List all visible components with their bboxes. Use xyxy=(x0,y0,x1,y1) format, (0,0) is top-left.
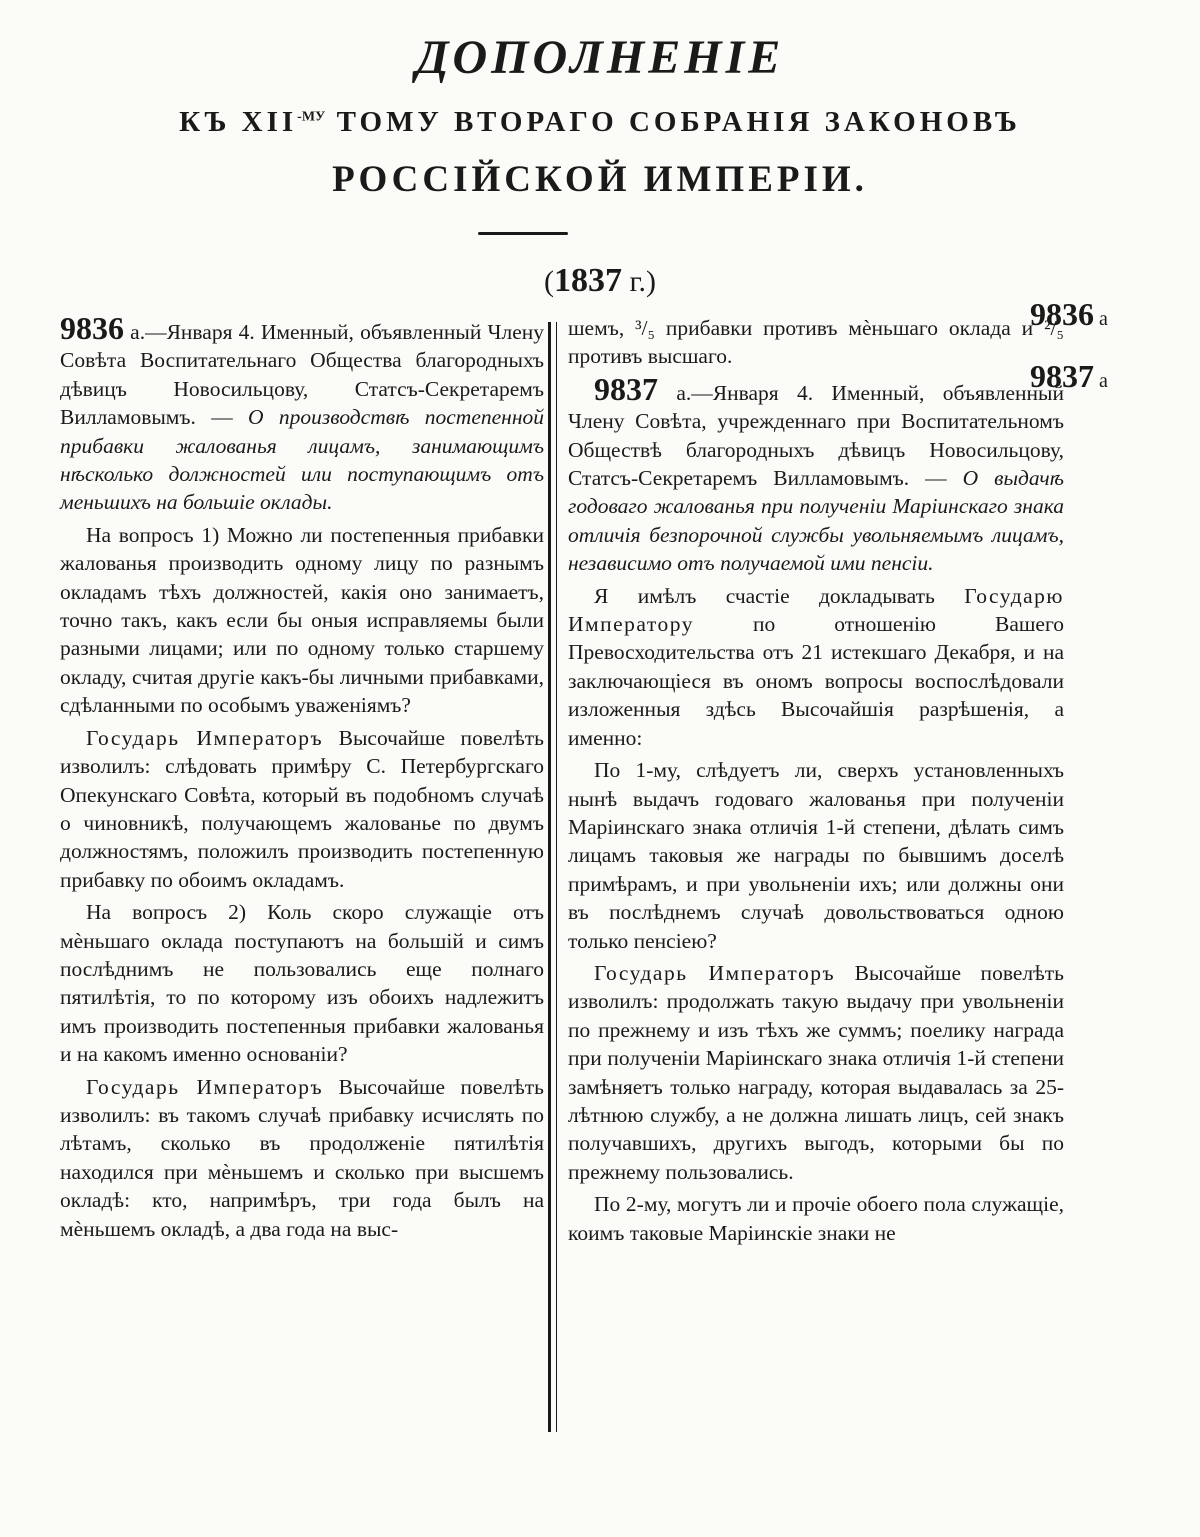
paragraph-text: по отношенію Вашего Превосходительства отъ 21 истекшаго Декабря, и на заключающіеся въ ономъ вопросы воспослѣдовали изложенныя здѣсь Высочайшія разрѣшенія, а именно: xyxy=(568,612,1064,750)
entry-heading: а.—Января 4. Именный, объявленный Члену Совѣта, учрежденнаго при Воспитательномъ Обществѣ благородныхъ дѣвицъ Новосильцову, Статсъ-Секретаремъ Вилламовымъ. — xyxy=(568,380,1064,491)
document-title: ДОПОЛНЕНІЕ xyxy=(415,31,785,84)
column-divider-thin xyxy=(556,322,557,1432)
margin-suffix: а xyxy=(1094,308,1108,330)
paragraph: На вопросъ 1) Можно ли постепенныя прибавки жалованья производить одному лицу по разнымъ окладамъ тѣхъ должностей, какія оно занимаетъ, точно такъ, какъ если бы оныя исправляемы были разными лицами; или по одному только старшему окладу, считая другіе какъ-бы личными прибавками, сдѣланными по особымъ уваженіямъ? xyxy=(60,522,544,718)
paragraph: На вопросъ 2) Коль скоро служащіе отъ мѐньшаго оклада поступаютъ на большій и симъ послѣднимъ не пользовались еще полнаго пятилѣтія, то по которому изъ обоихъ надлежитъ имъ производить постепенныя прибавки жалованья и на какомъ именно основаніи? xyxy=(60,900,544,1067)
margin-entry-number xyxy=(1030,358,1108,395)
year-open: ( xyxy=(544,265,555,298)
paragraph-text: Я имѣлъ счастіе докладывать xyxy=(594,583,965,608)
paragraph-continuation: шемъ, ³/₅ прибавки противъ мѐньшаго оклада и ²/₅ противъ высшаго. xyxy=(568,316,1064,369)
emperor-name: Государь Императоръ xyxy=(86,1074,324,1099)
year-value: 1837 xyxy=(554,262,623,299)
entry-9836-header xyxy=(60,310,544,517)
subtitle-sup: -МУ xyxy=(297,109,326,125)
paragraph: По 1-му, слѣдуетъ ли, сверхъ установленныхъ нынѣ выдачъ годоваго жалованья при полученіи Маріинскаго знака отличія 1-й степени, дѣлать симъ лицамъ таковыя же награды по бывшимъ доселѣ примѣрамъ, и при увольненіи ихъ; или должны они въ послѣднемъ случаѣ довольствоваться одною только пенсіею? xyxy=(568,758,1064,953)
entry-title: О выдачѣ годоваго жалованья при полученіи Маріинскаго знака отличія безпорочной службы увольняемымъ лицамъ, независимо отъ получаемой ими пенсіи. xyxy=(568,466,1064,576)
subtitle-post: ТОМУ ВТОРАГО СОБРАНІЯ ЗАКОНОВЪ xyxy=(325,106,1021,138)
document-subtitle-2: РОССІЙСКОЙ ИМПЕРІИ. xyxy=(332,159,868,200)
entry-number: 9837 xyxy=(594,370,658,407)
paragraph-text: Высочайше повелѣть изволилъ: слѣдовать примѣру С. Петербургскаго Опекунскаго Совѣта, который въ подобномъ случаѣ о чиновникѣ, получающемъ жалованье по двумъ должностямъ, положилъ производить постепенную прибавку по обоимъ окладамъ. xyxy=(60,725,544,892)
year-heading xyxy=(0,262,1200,300)
subtitle-pre: КЪ XII xyxy=(179,106,298,138)
paragraph-text: Высочайше повелѣть изволилъ: продолжать такую выдачу при увольненіи по прежнему и изъ тѣхъ же суммъ; поелику награда при полученіи Маріинскаго знака отличія 1-й степени замѣняетъ только награду, которая выдавалась за 25-лѣтнюю службу, а не должна лишать лицъ, сей знакъ получавшихъ, другихъ выгодъ, которыми бы по прежнему пользовались. xyxy=(568,960,1064,1184)
paragraph xyxy=(568,582,1064,752)
paragraph-text: Высочайше повелѣть изволилъ: въ такомъ случаѣ прибавку исчислять по лѣтамъ, сколько въ продолженіе пятилѣтія находился при мѐньшемъ и сколько при высшемъ окладѣ: кто, напримѣръ, три года былъ на мѐньшемъ окладѣ, а два года на выс- xyxy=(60,1074,544,1241)
left-column xyxy=(60,310,544,1243)
emperor-name: Государь Императоръ xyxy=(86,725,324,750)
entry-9837-header xyxy=(568,370,1064,578)
document-subtitle xyxy=(0,106,1200,139)
year-close: г.) xyxy=(622,265,656,298)
paragraph: По 2-му, могутъ ли и прочіе обоего пола служащіе, коимъ таковые Маріинскіе знаки не xyxy=(568,1192,1064,1245)
margin-suffix: а xyxy=(1094,370,1108,392)
emperor-name: Государю Императору xyxy=(568,583,1064,637)
column-divider-thick xyxy=(548,322,551,1432)
margin-entry-number xyxy=(1030,296,1108,333)
emperor-name: Государь Императоръ xyxy=(594,960,836,985)
margin-number: 9837 xyxy=(1030,358,1094,394)
entry-heading: а.—Января 4. Именный, объявленный Члену Совѣта Воспитательнаго Общества благородныхъ дѣвицъ Новосильцову, Статсъ-Секретаремъ Вилламовымъ. — xyxy=(60,320,544,430)
paragraph xyxy=(60,1073,544,1243)
entry-title: О производствѣ постепенной прибавки жалованья лицамъ, занимающимъ нѣсколько должностей или поступающимъ отъ меньшихъ на большіе оклады. xyxy=(60,405,544,515)
paragraph xyxy=(568,959,1064,1186)
title-rule xyxy=(478,232,568,235)
entry-number: 9836 xyxy=(60,310,124,346)
paragraph xyxy=(60,724,544,894)
right-column xyxy=(568,314,1064,1247)
margin-number: 9836 xyxy=(1030,296,1094,332)
